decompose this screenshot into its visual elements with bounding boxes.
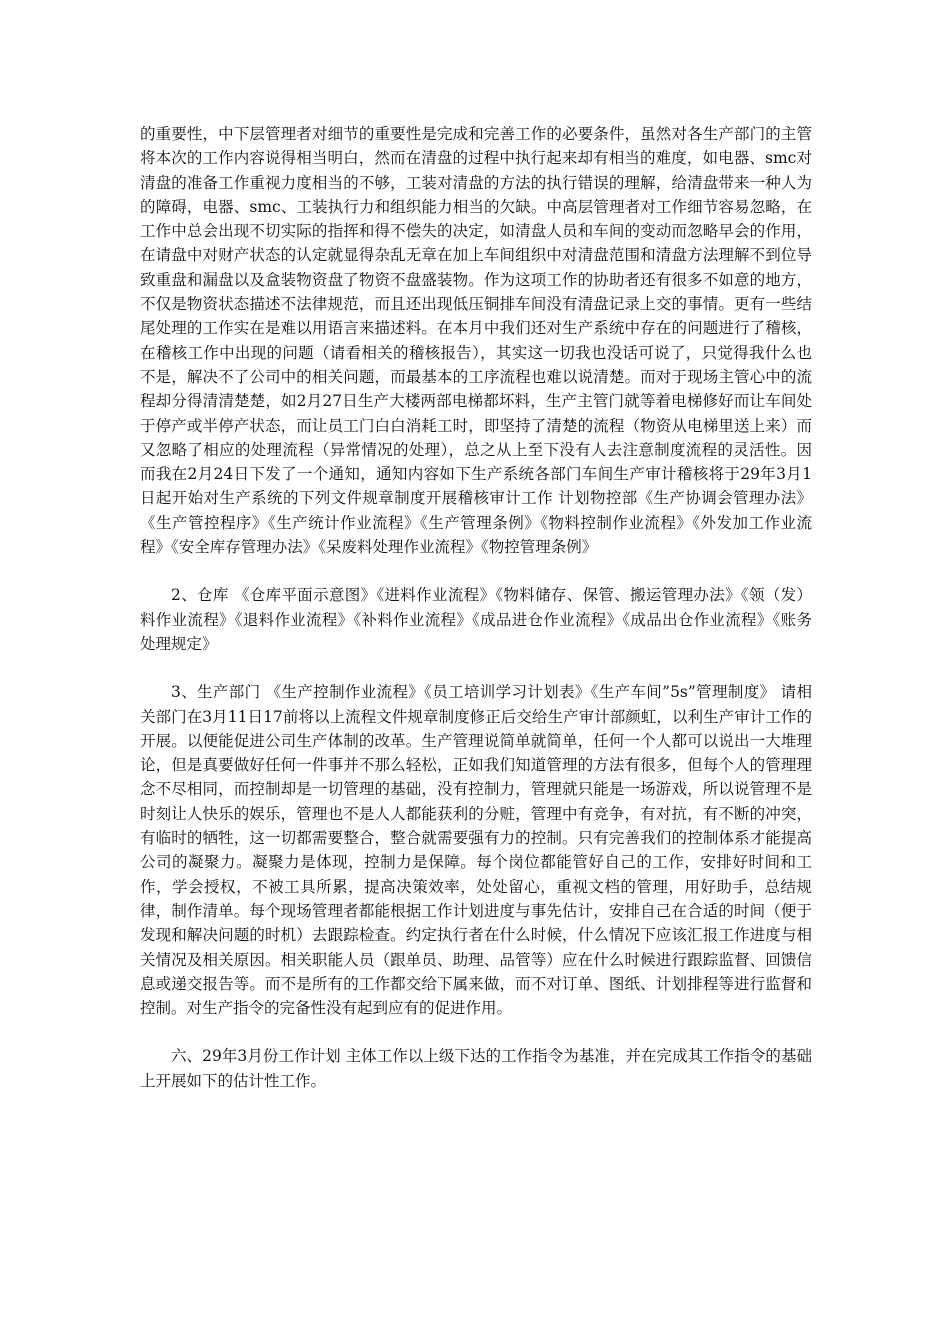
document-body [140, 122, 812, 1093]
paragraph-production-department: 3、生产部门 《生产控制作业流程》《员工培训学习计划表》《生产车间”5s”管理制度》 请相关部门在3月11日17前将以上流程文件规章制度修正后交给生产审计部颜虹，以利生产审计工作的开展。以便能促进公司生产体制的改革。生产管理说简单就简单，任何一个人都可以说出一大堆理论，但是真要做好任何一件事并不那么轻松，正如我们知道管理的方法有很多，但每个人的管理理念不尽相同，而控制却是一切管理的基础，没有控制力，管理就只能是一场游戏，所以说管理不是时刻让人快乐的娱乐，管理也不是人人都能获利的分赃，管理中有竞争，有对抗，有不断的冲突，有临时的牺牲，这一切都需要整合，整合就需要强有力的控制。只有完善我们的控制体系才能提高公司的凝聚力。凝聚力是体现，控制力是保障。每个岗位都能管好自己的工作，安排好时间和工作，学会授权，不被工具所累，提高决策效率，处处留心，重视文档的管理，用好助手，总结规律，制作清单。每个现场管理者都能根据工作计划进度与事先估计，安排自己在合适的时间（便于发现和解决问题的时机）去跟踪检查。约定执行者在什么时候，什么情况下应该汇报工作进度与相关情况及相关原因。相关职能人员（跟单员、助理、品管等）应在什么时候进行跟踪监督、回馈信息或递交报告等。而不是所有的工作都交给下属来做，而不对订单、图纸、计划排程等进行监督和控制。对生产指令的完备性没有起到应有的促进作用。 [140, 683, 812, 1018]
paragraph-spacer [140, 1020, 812, 1044]
paragraph-continued-review: 的重要性，中下层管理者对细节的重要性是完成和完善工作的必要条件，虽然对各生产部门的主管将本次的工作内容说得相当明白，然而在清盘的过程中执行起来却有相当的难度，如电器、smc对清盘的准备工作重视力度相当的不够，工装对清盘的方法的执行错误的理解，给清盘带来一种人为的障碍，电器、smc、工装执行力和组织能力相当的欠缺。中高层管理者对工作细节容易忽略，在工作中总会出现不切实际的指挥和得不偿失的决定，如清盘人员和车间的变动而忽略早会的作用，在请盘中对财产状态的认定就显得杂乱无章在加上车间组织中对清盘范围和清盘方法理解不到位导致重盘和漏盘以及盒装物资盘了物资不盘盛装物。作为这项工作的协助者还有很多不如意的地方，不仅是物资状态描述不法律规范，而且还出现低压铜排车间没有清盘记录上交的事情。更有一些结尾处理的工作实在是难以用语言来描述料。在本月中我们还对生产系统中存在的问题进行了稽核，在稽核工作中出现的问题（请看相关的稽核报告），其实这一切我也没话可说了，只觉得我什么也不是，解决不了公司中的相关问题，而最基本的工序流程也难以说清楚。而对于现场主管心中的流程却分得清清楚楚，如2月27日生产大楼两部电梯都坏料，生产主管门就等着电梯修好而让车间处于停产或半停产状态，而让员工门白白消耗工时，即坚持了清楚的流程（物资从电梯里送上来）而又忽略了相应的处理流程（异常情况的处理），总之从上至下没有人去注意制度流程的灵活性。因而我在2月24日下发了一个通知，通知内容如下生产系统各部门车间生产审计稽核将于29年3月1日起开始对生产系统的下列文件规章制度开展稽核审计工作 计划物控部《生产协调会管理办法》《生产管控程序》《生产统计作业流程》《生产管理条例》《物料控制作业流程》《外发加工作业流程》《安全库存管理办法》《呆废料处理作业流程》《物控管理条例》 [140, 125, 812, 557]
paragraph-spacer [140, 656, 812, 680]
paragraph-spacer [140, 559, 812, 583]
paragraph-warehouse-documents: 2、仓库 《仓库平面示意图》《进料作业流程》《物料储存、保管、搬运管理办法》《领（发）料作业流程》《退料作业流程》《补料作业流程》《成品进仓作业流程》《成品出仓作业流程》《账务处理规定》 [140, 586, 812, 653]
paragraph-march-work-plan: 六、29年3月份工作计划 主体工作以上级下达的工作指令为基准，并在完成其工作指令的基础上开展如下的估计性工作。 [140, 1047, 812, 1090]
